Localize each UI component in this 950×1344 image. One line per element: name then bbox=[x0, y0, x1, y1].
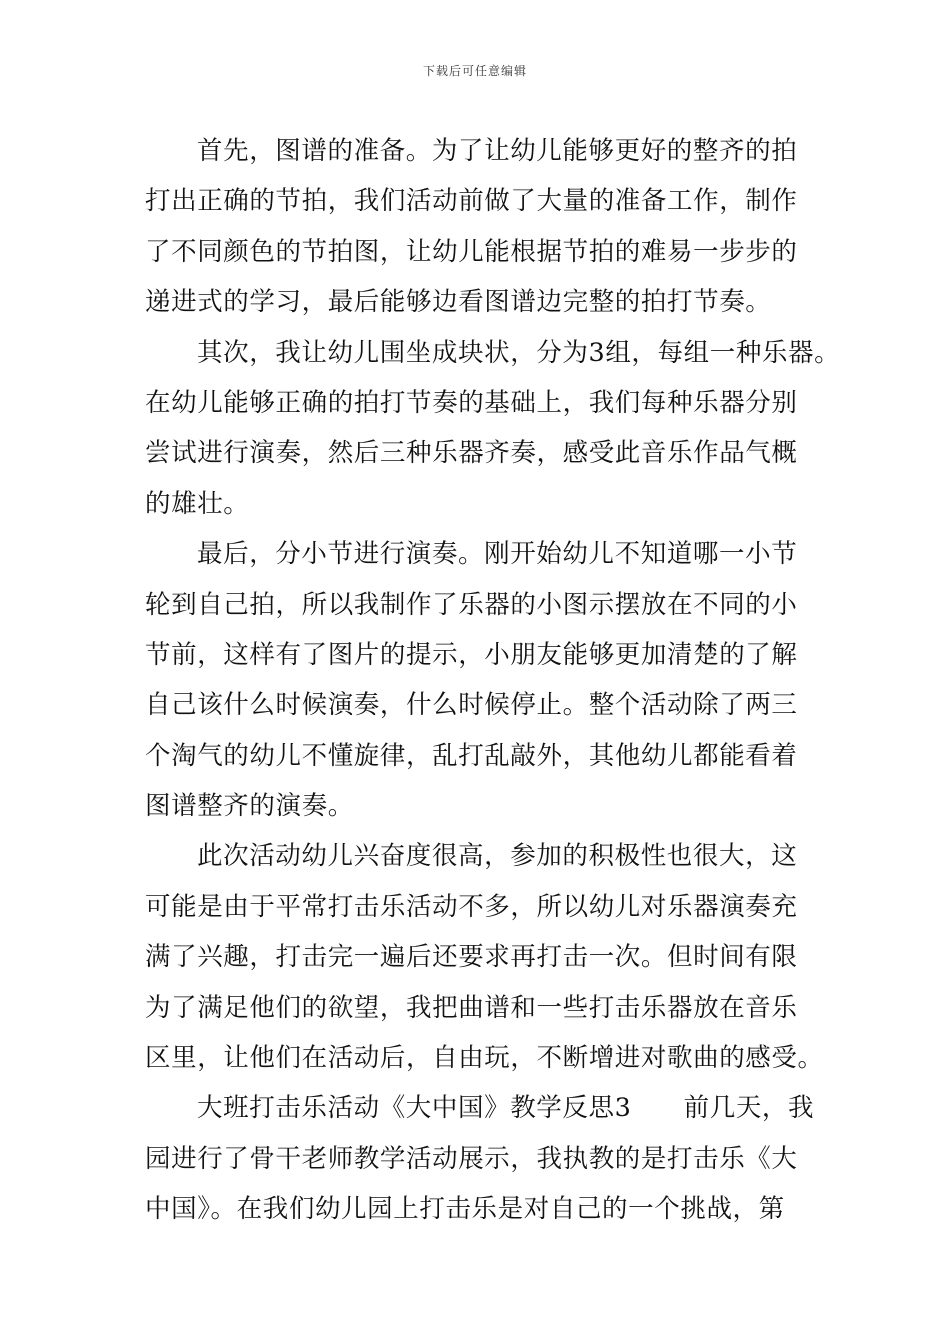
text-line: 递进式的学习，最后能够边看图谱边完整的拍打节奏。 bbox=[145, 287, 772, 318]
text-line: 满了兴趣，打击完一遍后还要求再打击一次。但时间有限 bbox=[145, 942, 798, 973]
text-line: 可能是由于平常打击乐活动不多，所以幼儿对乐器演奏充 bbox=[145, 891, 798, 922]
page-header: 下载后可任意编辑 bbox=[422, 64, 527, 78]
text-line: 为了满足他们的欲望，我把曲谱和一些打击乐器放在音乐 bbox=[145, 992, 798, 1023]
text-line: 轮到自己拍，所以我制作了乐器的小图示摆放在不同的小 bbox=[145, 589, 798, 620]
text-line: 了不同颜色的节拍图，让幼儿能根据节拍的难易一步步的 bbox=[145, 236, 798, 267]
text-line: 的雄壮。 bbox=[145, 488, 250, 519]
text-line: 图谱整齐的演奏。 bbox=[145, 791, 354, 822]
text-line: 打出正确的节拍，我们活动前做了大量的准备工作，制作 bbox=[145, 186, 798, 217]
text-line: 大班打击乐活动《大中国》教学反思3 前几天，我 bbox=[197, 1093, 815, 1124]
text-line: 最后，分小节进行演奏。刚开始幼儿不知道哪一小节 bbox=[197, 539, 798, 570]
text-line: 园进行了骨干老师教学活动展示，我执教的是打击乐《大 bbox=[145, 1143, 798, 1174]
text-line: 自己该什么时候演奏，什么时候停止。整个活动除了两三 bbox=[145, 690, 798, 721]
text-line: 在幼儿能够正确的拍打节奏的基础上，我们每种乐器分别 bbox=[145, 387, 798, 418]
text-line: 中国》。在我们幼儿园上打击乐是对自己的一个挑战，第 bbox=[145, 1194, 785, 1225]
text-line: 区里，让他们在活动后，自由玩，不断增进对歌曲的感受。 bbox=[145, 1043, 824, 1074]
text-line: 其次，我让幼儿围坐成块状，分为3组，每组一种乐器。 bbox=[197, 337, 841, 368]
text-line: 尝试进行演奏，然后三种乐器齐奏，感受此音乐作品气概 bbox=[145, 438, 798, 469]
text-line: 此次活动幼儿兴奋度很高，参加的积极性也很大，这 bbox=[197, 841, 798, 872]
text-line: 节前，这样有了图片的提示，小朋友能够更加清楚的了解 bbox=[145, 639, 798, 670]
document-body bbox=[145, 126, 841, 1235]
text-line: 个淘气的幼儿不懂旋律，乱打乱敲外，其他幼儿都能看着 bbox=[145, 740, 798, 771]
text-line: 首先，图谱的准备。为了让幼儿能够更好的整齐的拍 bbox=[197, 136, 798, 166]
